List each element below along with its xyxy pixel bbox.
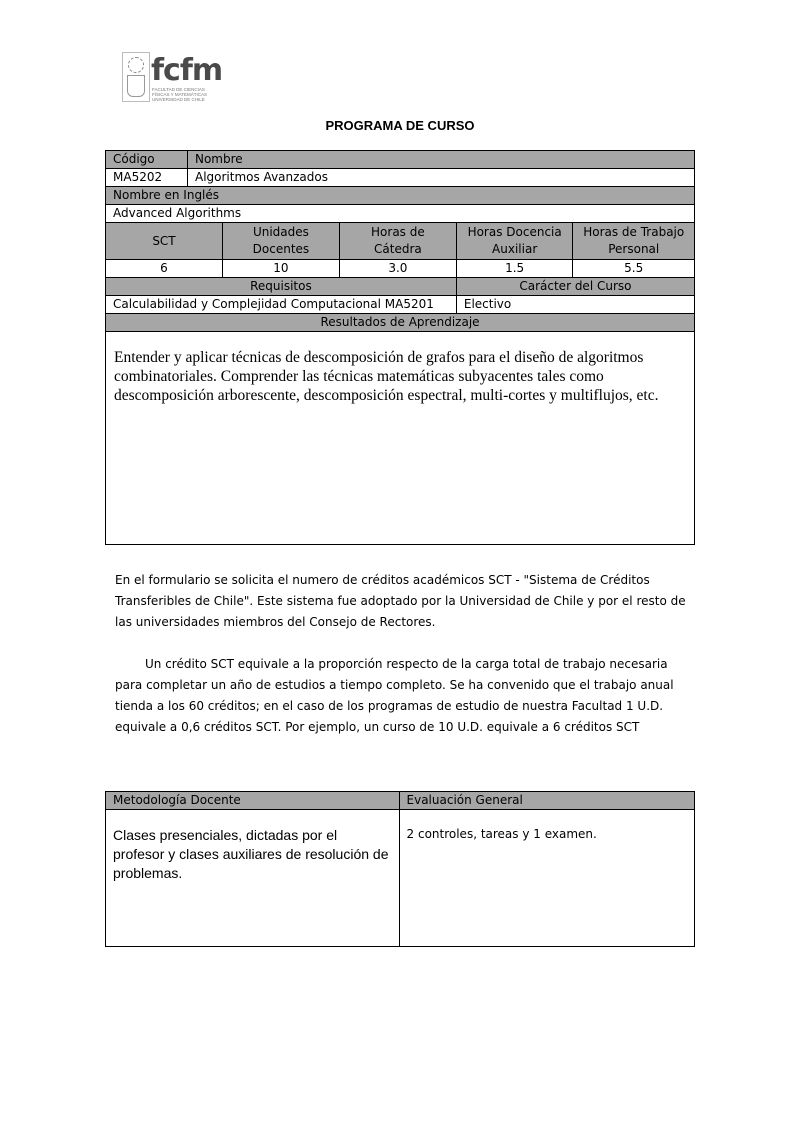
- english-name-label: Nombre en Inglés: [106, 187, 695, 205]
- methodology-text: Clases presenciales, dictadas por el profesor y clases auxiliares de resolución de problemas.: [106, 810, 400, 947]
- learning-results-label: Resultados de Aprendizaje: [106, 314, 695, 332]
- university-crest-icon: [122, 52, 150, 102]
- learning-results-text: Entender y aplicar técnicas de descomposición de grafos para el diseño de algoritmos combinatoriales. Comprender las técnicas matemáticas subyacentes tales como descomposición arborescente, descomposición espectral, multi-cortes y multiflujos, etc.: [106, 332, 695, 545]
- character-value: Electivo: [456, 296, 694, 314]
- auxiliary-hours-header: Horas Docencia Auxiliar: [456, 223, 573, 260]
- logo-subtitle: FACULTAD DE CIENCIAS FÍSICAS Y MATEMÁTICAS UNIVERSIDAD DE CHILE: [152, 87, 208, 102]
- logo-wordmark: fcfm: [151, 53, 223, 88]
- personal-work-hours-header: Horas de Trabajo Personal: [573, 223, 695, 260]
- requisites-value: Calculabilidad y Complejidad Computacional MA5201: [106, 296, 457, 314]
- code-label: Código: [106, 151, 188, 169]
- name-label: Nombre: [187, 151, 694, 169]
- requisites-label: Requisitos: [106, 278, 457, 296]
- sct-header: SCT: [106, 223, 223, 260]
- teaching-units-header: Unidades Docentes: [222, 223, 339, 260]
- lecture-hours-header: Horas de Cátedra: [339, 223, 456, 260]
- evaluation-label: Evaluación General: [399, 792, 694, 810]
- auxiliary-hours-value: 1.5: [456, 260, 573, 278]
- sct-value: 6: [106, 260, 223, 278]
- sct-explanation-paragraph: En el formulario se solicita el numero de créditos académicos SCT - "Sistema de Créditos Transferibles de Chile". Este sistema fue adoptado por la Universidad de Chile y por el resto de las universidades miembros del Consejo de Rectores.: [115, 573, 686, 629]
- course-name: Algoritmos Avanzados: [187, 169, 694, 187]
- page-title: PROGRAMA DE CURSO: [325, 118, 475, 133]
- teaching-units-value: 10: [222, 260, 339, 278]
- methodology-evaluation-table: [105, 791, 695, 947]
- personal-work-hours-value: 5.5: [573, 260, 695, 278]
- english-name: Advanced Algorithms: [106, 205, 695, 223]
- lecture-hours-value: 3.0: [339, 260, 456, 278]
- methodology-label: Metodología Docente: [106, 792, 400, 810]
- fcfm-logo: [122, 52, 223, 102]
- evaluation-text: 2 controles, tareas y 1 examen.: [399, 810, 694, 947]
- course-code: MA5202: [106, 169, 188, 187]
- character-label: Carácter del Curso: [456, 278, 694, 296]
- sct-credit-paragraph: Un crédito SCT equivale a la proporción respecto de la carga total de trabajo necesaria para completar un año de estudios a tiempo completo. Se ha convenido que el trabajo anual tienda a los 60 créditos; en el caso de los programas de estudio de nuestra Facultad 1 U.D. equivale a 0,6 créditos SCT. Por ejemplo, un curso de 10 U.D. equivale a 6 créditos SCT: [115, 657, 674, 734]
- course-info-table: [105, 150, 695, 545]
